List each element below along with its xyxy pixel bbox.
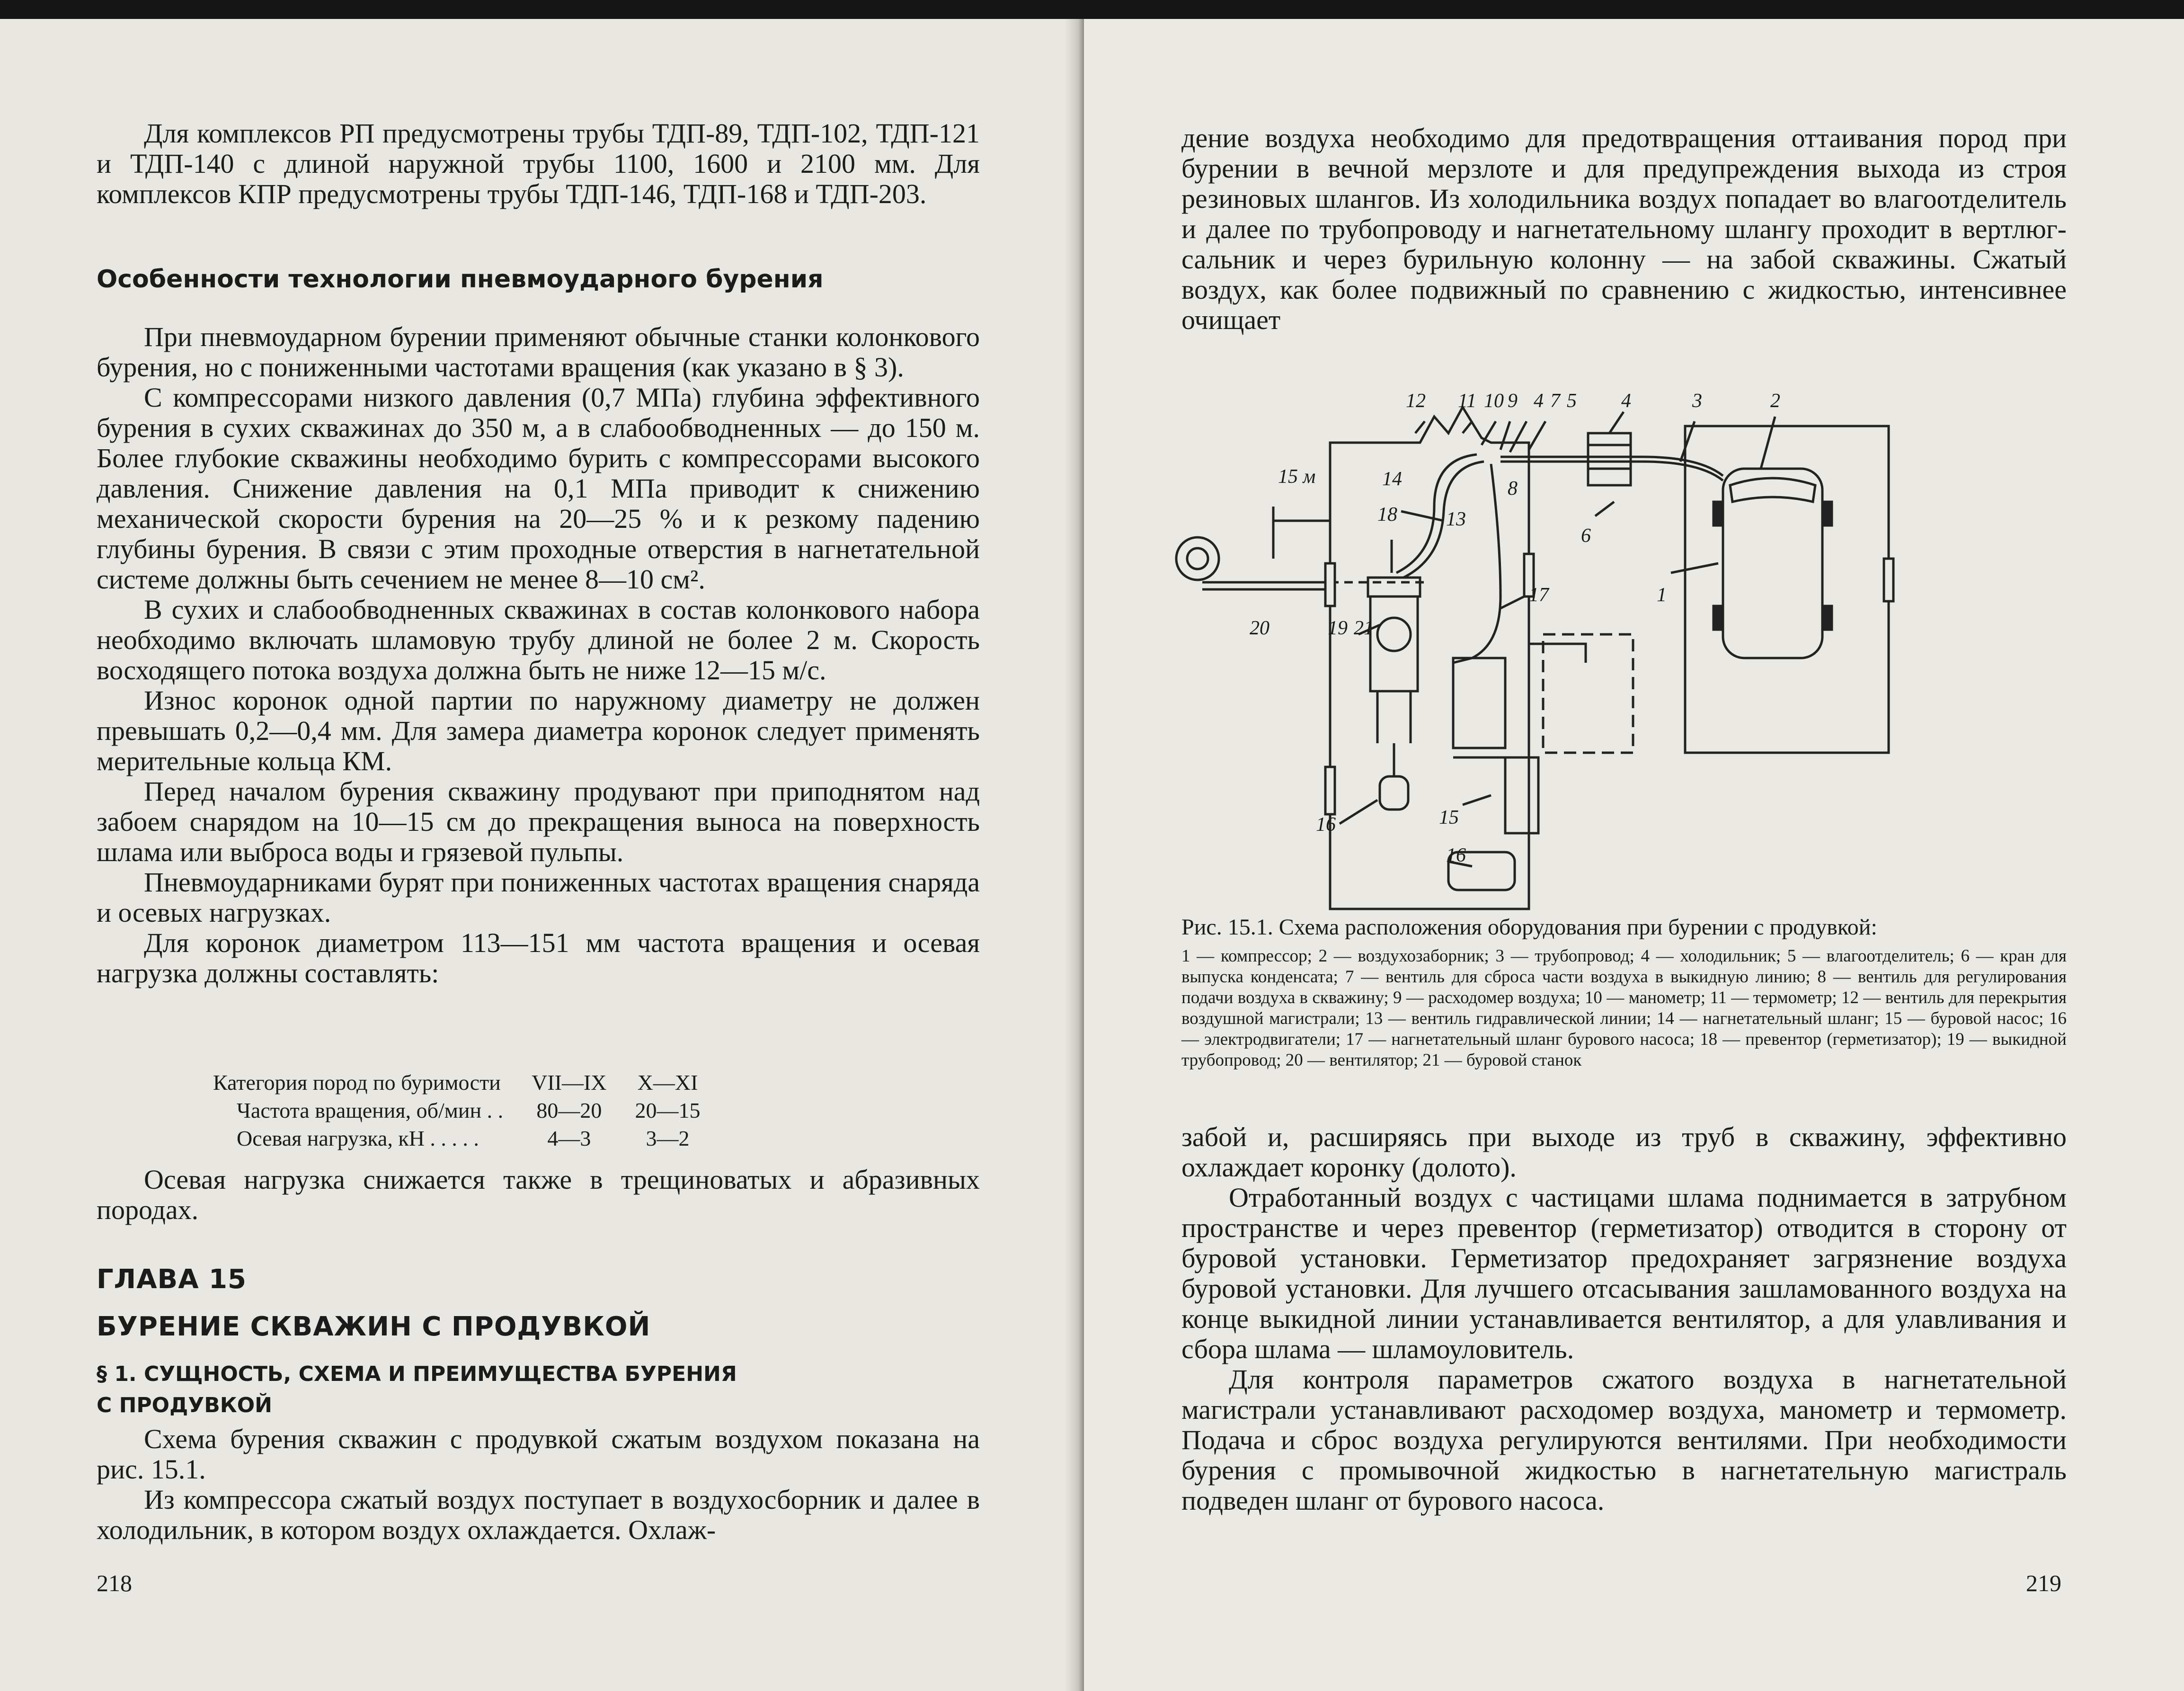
- paragraph: Пневмоударниками бурят при пониженных частотах вращения снаряда и осевых нагрузках.: [97, 867, 980, 928]
- paragraph: Перед началом бурения скважину продувают при приподнятом над забоем снарядом на 10—15 см до прекращения выноса на поверхность шлама или выброса воды и грязевой пульпы.: [97, 776, 980, 867]
- equipment-layout-diagram: [1169, 350, 2087, 937]
- paragraph: Из компрессора сжатый воздух поступает в воздухосборник и далее в холодильник, в котором воздух охлаждается. Охлаж-: [97, 1484, 980, 1545]
- figure-label: 14: [1382, 468, 1402, 490]
- figure-label: 3: [1692, 390, 1702, 412]
- figure-label: 18: [1377, 504, 1397, 525]
- figure-label: 8: [1508, 478, 1518, 499]
- paragraph-pipes: Для комплексов РП предусмотрены трубы ТДП-89, ТДП-102, ТДП-121 и ТДП-140 с длиной наружной трубы 1100, 1600 и 2100 мм. Для комплексов КПР предусмотрены трубы ТДП-146, ТДП-168 и ТДП-203.: [97, 118, 980, 209]
- table-row: Частота вращения, об/мин . . 80—20 20—15: [237, 1098, 701, 1122]
- figure-label: 4: [1621, 390, 1631, 412]
- page-number-right: 219: [2026, 1570, 2061, 1596]
- paragraph: При пневмоударном бурении применяют обычные станки колонкового бурения, но с пониженными частотами вращения (как указано в § 3).: [97, 321, 980, 383]
- paragraph-cooling: дение воздуха необходимо для предотвращения оттаивания пород при бурении в вечной мерзлоте и для предупреждения выхода из строя резиновых шлангов. Из холодильника воздух попадает во влагоотделитель и далее по трубопроводу и нагнетательному шлангу проходит в вертлюг-сальник и через бурильную колонну — на забой скважины. Сжатый воздух, как более подвижный по сравнению с жидкостью, интенсивнее очищает: [1181, 123, 2067, 335]
- figure-label: 15: [1439, 807, 1459, 828]
- left-page: [0, 19, 1084, 1691]
- paragraph: Для коронок диаметром 113—151 мм частота вращения и осевая нагрузка должны составлять:: [97, 927, 980, 988]
- body-text-left-end: [97, 1424, 980, 1545]
- figure-label: 19: [1328, 617, 1348, 639]
- paragraph-abrasive: Осевая нагрузка снижается также в трещиноватых и абразивных породах.: [97, 1164, 980, 1225]
- chapter-title: БУРЕНИЕ СКВАЖИН С ПРОДУВКОЙ: [97, 1311, 651, 1342]
- paragraph: В сухих и слабообводненных скважинах в состав колонкового набора необходимо включать шламовую трубу длиной не более 2 м. Скорость восходящего потока воздуха должна быть не ниже 12—15 м/с.: [97, 594, 980, 685]
- paragraph: Износ коронок одной партии по наружному диаметру не должен превышать 0,2—0,4 мм. Для замера диаметра коронок следует применять мерительные кольца КМ.: [97, 685, 980, 776]
- subsection-heading: § 1. СУЩНОСТЬ, СХЕМА И ПРЕИМУЩЕСТВА БУРЕНИЯ С ПРОДУВКОЙ: [97, 1362, 737, 1417]
- paragraph: Для контроля параметров сжатого воздуха в нагнетательной магистрали устанавливают расходомер воздуха, манометр и термометр. Подача и сброс воздуха регулируются вентилями. При необходимости бурения с промывочной жидкостью в нагнетательную магистраль подведен шланг от бурового насоса.: [1181, 1364, 2067, 1516]
- figure-label: 12: [1406, 390, 1426, 412]
- paragraph: забой и, расширяясь при выходе из труб в скважину, эффективно охлаждает коронку (долото).: [1181, 1121, 2067, 1183]
- figure-label: 16: [1316, 814, 1336, 836]
- figure-label: 13: [1446, 508, 1466, 530]
- figure-caption-legend: 1 — компрессор; 2 — воздухозаборник; 3 — трубопровод; 4 — холодильник; 5 — влагоотделитель; 6 — кран для выпуска конденсата; 7 — вентиль для сброса части воздуха в выкидную линию; 8 — вентиль для регулирования подачи воздуха в скважину; 9 — расходомер воздуха; 10 — манометр; 11 — термометр; 12 — вентиль для перекрытия воздушной магистрали; 13 — вентиль гидравлической линии; 14 — нагнетательный шланг; 15 — буровой насос; 16 — электродвигатели; 17 — нагнетательный шланг бурового насоса; 18 — превентор (герметизатор); 19 — выкидной трубопровод; 20 — вентилятор; 21 — буровой станок: [1181, 946, 2067, 1070]
- paragraph: Отработанный воздух с частицами шлама поднимается в затрубном пространстве и через превентор (герметизатор) отводится в сторону от буровой установки. Герметизатор предохраняет загрязнение воздуха буровой установки. Для лучшего отсасывания зашламованного воздуха на конце выкидной линии устанавливается вентилятор, а для улавливания и сбора шлама — шламоуловитель.: [1181, 1182, 2067, 1364]
- figure-label: 5: [1567, 390, 1577, 412]
- figure-label: 6: [1581, 525, 1591, 547]
- page-number-left: 218: [97, 1570, 132, 1596]
- table-row: Категория пород по буримости VII—IX X—XI: [213, 1070, 698, 1095]
- paragraph: Схема бурения скважин с продувкой сжатым воздухом показана на рис. 15.1.: [97, 1424, 980, 1485]
- figure-label: 9: [1508, 390, 1518, 412]
- body-text-left: [97, 322, 980, 988]
- figure-label: 15 м: [1278, 466, 1316, 488]
- figure-label: 16: [1446, 845, 1466, 866]
- figure-label: 20: [1250, 617, 1270, 639]
- body-text-right: [1181, 1122, 2067, 1516]
- chapter-label: ГЛАВА 15: [97, 1264, 247, 1295]
- figure-label: 7: [1550, 390, 1560, 412]
- right-page: [1084, 19, 2184, 1691]
- parameters-table: [213, 1070, 701, 1154]
- figure-label: 21: [1354, 617, 1374, 639]
- paragraph: С компрессорами низкого давления (0,7 МПа) глубина эффективного бурения в сухих скважинах до 350 м, а в слабообводненных — до 150 м. Более глубокие скважины необходимо бурить с компрессорами высокого давления. Снижение давления на 0,1 МПа приводит к снижению механической скорости бурения на 20—25 % и к резкому падению глубины бурения. В связи с этим проходные отверстия в нагнетательной системе должны быть сечением не менее 8—10 см².: [97, 382, 980, 595]
- figure-label: 4: [1534, 390, 1544, 412]
- table-row: Осевая нагрузка, кН . . . . . 4—3 3—2: [237, 1126, 690, 1150]
- figure-label: 2: [1770, 390, 1780, 412]
- figure-label: 17: [1529, 584, 1549, 606]
- figure-label: 10: [1484, 390, 1504, 412]
- figure-label: 11: [1458, 390, 1476, 412]
- figure-label: 1: [1657, 584, 1667, 606]
- section-heading: Особенности технологии пневмоударного бурения: [97, 265, 824, 294]
- figure-caption-title: Рис. 15.1. Схема расположения оборудования при бурении с продувкой:: [1181, 915, 1877, 940]
